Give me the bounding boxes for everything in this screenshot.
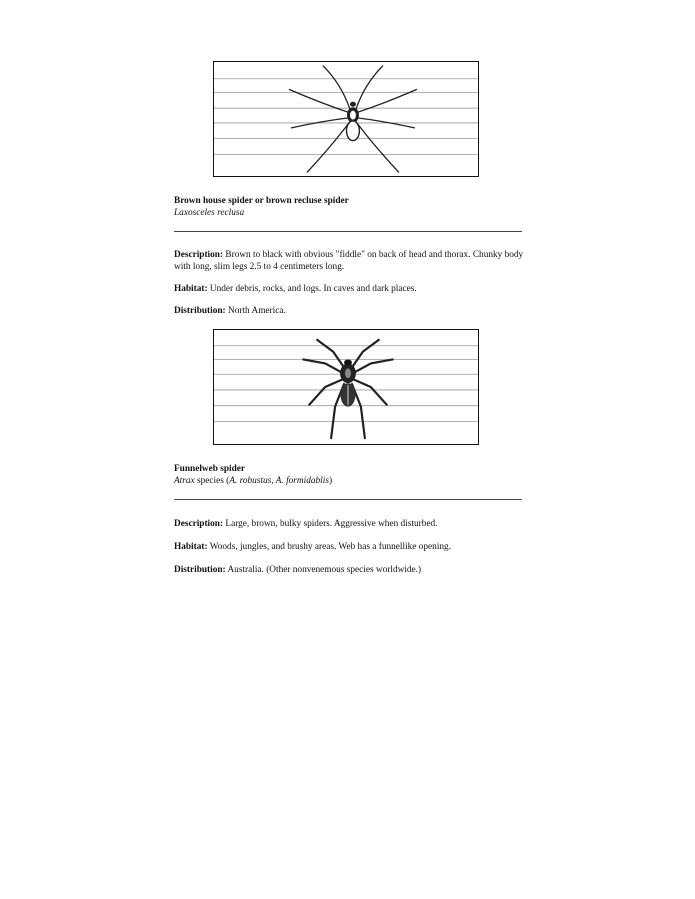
common-name: Funnelweb spider	[174, 464, 246, 474]
description-label: Description:	[174, 519, 224, 529]
habitat-text: Under debris, rocks, and logs. In caves and dark places.	[209, 284, 417, 294]
scientific-name: Laxosceles reclusa	[174, 208, 245, 218]
description-text: Brown to black with obvious "fiddle" on back of head and thorax. Chunky body with long, slim legs 2.5 to 4 centimeters long.	[174, 250, 524, 272]
habitat-paragraph	[174, 541, 524, 553]
habitat-label: Habitat:	[174, 542, 208, 552]
closing-paren: )	[328, 476, 333, 486]
common-name: Brown house spider or brown recluse spider	[174, 196, 349, 206]
genus-name: Atrax	[174, 476, 195, 486]
distribution-paragraph	[174, 305, 524, 317]
distribution-label: Distribution:	[174, 306, 226, 316]
brown-recluse-spider-drawing	[214, 62, 478, 176]
distribution-text: Australia. (Other nonvenemous species worldwide.)	[227, 565, 422, 575]
habitat-text: Woods, jungles, and brushy areas. Web has a funnellike opening.	[209, 542, 452, 552]
description-paragraph	[174, 249, 524, 273]
species-names: A. robustus, A. formidablis	[229, 476, 329, 486]
spider-name-block	[174, 463, 524, 487]
distribution-paragraph	[174, 564, 524, 576]
distribution-label: Distribution:	[174, 565, 226, 575]
brown-recluse-spider-illustration	[213, 61, 479, 177]
funnelweb-spider-drawing	[214, 330, 478, 444]
habitat-label: Habitat:	[174, 284, 208, 294]
species-text: species (	[194, 476, 230, 486]
description-text: Large, brown, bulky spiders. Aggressive when disturbed.	[225, 519, 438, 529]
spider-name-block	[174, 195, 524, 219]
description-paragraph	[174, 518, 524, 530]
scientific-name	[174, 475, 524, 487]
habitat-paragraph	[174, 283, 524, 295]
funnelweb-spider-illustration	[213, 329, 479, 445]
divider	[174, 231, 522, 232]
distribution-text: North America.	[227, 306, 286, 316]
divider	[174, 499, 522, 500]
description-label: Description:	[174, 250, 224, 260]
